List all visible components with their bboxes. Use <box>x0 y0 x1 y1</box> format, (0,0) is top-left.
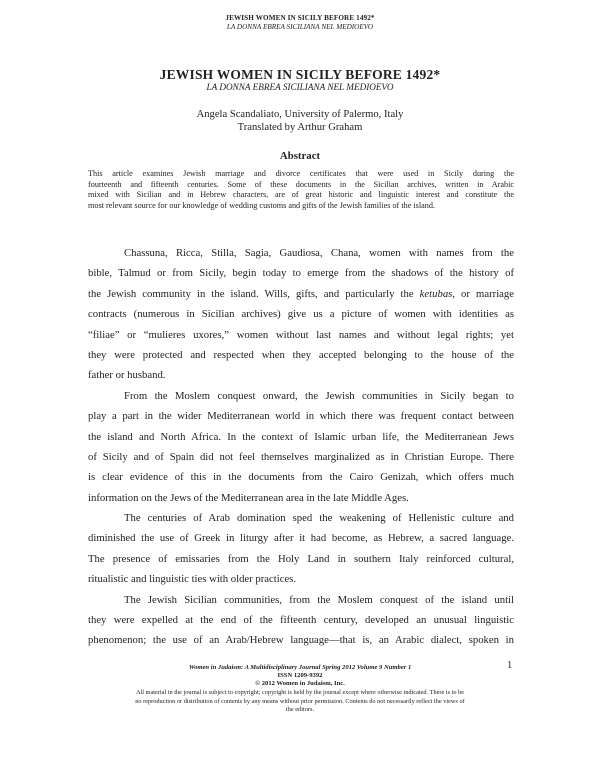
ketubas-term: ketubas <box>419 287 453 300</box>
abstract-line: most relevant source for our knowledge of wedding customs and gifts of the Jewish families of the island. <box>88 200 435 210</box>
footer-rights-line: the editors. <box>286 706 314 714</box>
body-line: contracts (numerous in Sicilian archives) give us a picture of women with identities as <box>88 308 514 321</box>
body-line: information on the Jews of the Mediterranean area in the late Middle Ages. <box>88 491 409 504</box>
running-head-title: JEWISH WOMEN IN SICILY BEFORE 1492* <box>225 14 375 22</box>
body-line: the Jewish community in the island. Wills, gifts, and particularly the ketubas, or marriage <box>88 287 514 300</box>
article-title: JEWISH WOMEN IN SICILY BEFORE 1492* <box>159 67 441 82</box>
body-line: the island and North Africa. In the context of Islamic urban life, the Mediterranean Jews <box>88 430 514 443</box>
body-line: The Jewish Sicilian communities, from the Moslem conquest of the island until <box>124 593 514 606</box>
body-line: From the Moslem conquest onward, the Jewish communities in Sicily began to <box>124 389 514 402</box>
body-line: they were expelled at the end of the fifteenth century, developed an unusual linguistic <box>88 614 514 627</box>
article-subtitle: LA DONNA EBREA SICILIANA NEL MEDIOEVO <box>206 82 394 92</box>
abstract-text <box>88 169 514 211</box>
body-line: is clear evidence of this in the documents from the Cairo Genizah, which offers much <box>88 471 514 484</box>
body-line: phenomenon; the use of an Arab/Hebrew language—that is, an Arabic dialect, spoken in <box>88 634 514 647</box>
body-line: of Sicily and of Spain did not feel themselves marginalized as in Christian Europe. There <box>88 450 514 463</box>
footer-copyright: © 2012 Women in Judaism, Inc. <box>255 680 345 687</box>
running-head-subtitle: LA DONNA EBREA SICILIANA NEL MEDIOEVO <box>226 23 374 31</box>
page-number: 1 <box>507 660 513 671</box>
body-line: bible, Talmud or from Sicily, begin today to emerge from the shadows of the history of <box>88 267 514 280</box>
body-text <box>88 243 514 651</box>
body-line: father or husband. <box>88 369 166 382</box>
footer-rights <box>0 689 600 715</box>
abstract-line: fourteenth and fifteenth centuries. Some of these documents in the Sicilian archives, written in Arabic <box>88 179 514 189</box>
body-line: diminished the use of Greek in liturgy after it had become, as Hebrew, a sacred language. <box>88 532 514 545</box>
abstract-line: mixed with Sicilian and in Hebrew characters, are of great historic and linguistic interest and constitute the <box>88 190 514 200</box>
translator-line: Translated by Arthur Graham <box>237 122 363 133</box>
footer-rights-line: no reproduction or distribution of contents by any means without prior permission. Contents do not necessarily reflect the views of <box>135 697 465 705</box>
body-line: Chassuna, Ricca, Stilla, Sagia, Gaudiosa, Chana, women with names from the <box>124 247 514 259</box>
body-line: The presence of emissaries from the Holy Land in southern Italy reinforced cultural, <box>88 552 514 565</box>
footer-journal: Women in Judaism: A Multidisciplinary Journal Spring 2012 Volume 9 Number 1 <box>188 664 412 671</box>
abstract-line: This article examines Jewish marriage and divorce certificates that were used in Sicily during the <box>88 169 514 178</box>
footer-issn: ISSN 1209-9392 <box>277 672 323 679</box>
body-line: “filiae” or “mulieres uxores,” women without last names and without legal rights; yet <box>88 328 514 341</box>
author-line: Angela Scandaliato, University of Palermo, Italy <box>196 109 404 120</box>
body-line: ritualistic and linguistic ties with older practices. <box>88 573 297 586</box>
body-line: play a part in the wider Mediterranean world in which there was frequent contact between <box>88 410 514 423</box>
abstract-heading: Abstract <box>279 150 321 162</box>
footer-rights-line: All material in the journal is subject to copyright; copyright is held by the journal except where otherwise indicated. There is to be <box>135 689 465 696</box>
body-line: The centuries of Arab domination sped the weakening of Hellenistic culture and <box>124 512 514 525</box>
body-line: they were protected and respected when they accepted belonging to the house of the <box>88 348 514 361</box>
